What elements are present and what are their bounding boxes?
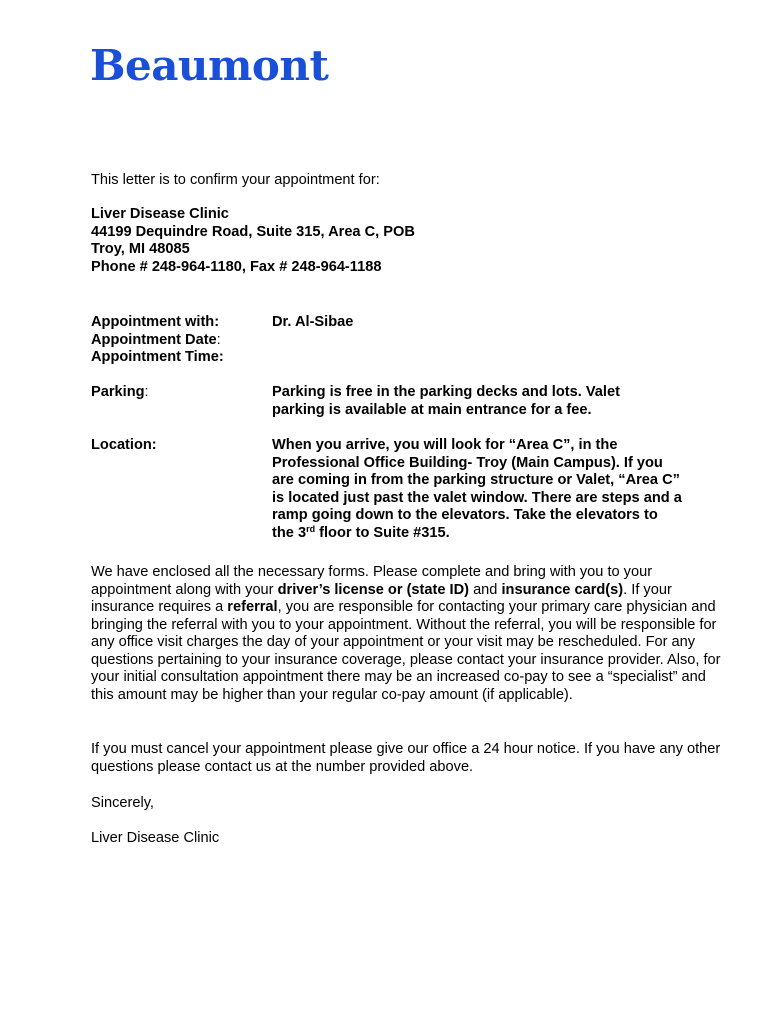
cancel-paragraph: If you must cancel your appointment please give our office a 24 hour notice. If you have any other questions please contact us at the number provided above.: [91, 741, 721, 775]
location-label: Location:: [91, 437, 157, 453]
drivers-license-emphasis: driver’s license or (state ID): [277, 581, 470, 598]
parking-label-wrap: [91, 384, 149, 402]
beaumont-logo: Beaumont: [90, 41, 329, 90]
appointment-with-label: Appointment with:: [91, 314, 220, 330]
forms-text-1: We have enclosed all the necessary forms. Please complete and bring with you to your appointment along with your: [91, 564, 653, 598]
appointment-with-value: Dr. Al-Sibae: [272, 314, 354, 330]
forms-text-2: and: [469, 581, 502, 598]
clinic-address-block: [91, 206, 415, 276]
closing: Sincerely,: [91, 795, 154, 811]
signature: Liver Disease Clinic: [91, 830, 220, 846]
location-text: When you arrive, you will look for “Area C”, in the Professional Office Building- Troy (Main Campus). If you are coming in from the parking structure or Valet, “Area C” is located just past the valet window. There are steps and a ramp going down to the elevators. Take the elevators to the 3: [272, 437, 682, 541]
parking-value: Parking is free in the parking decks and lots. Valet parking is available at main entrance for a fee.: [272, 384, 620, 418]
location-text-end: floor to Suite #315.: [315, 524, 450, 541]
clinic-phone-fax: Phone # 248-964-1180, Fax # 248-964-1188: [91, 258, 382, 275]
clinic-address: 44199 Dequindre Road, Suite 315, Area C, POB: [91, 223, 415, 240]
appointment-date-colon: :: [216, 331, 221, 348]
parking-colon: :: [144, 384, 149, 400]
parking-label: Parking: [91, 384, 145, 400]
appointment-date-label-wrap: [91, 332, 221, 350]
insurance-card-emphasis: insurance card(s): [501, 581, 624, 598]
location-value: [272, 437, 682, 542]
clinic-name: Liver Disease Clinic: [91, 206, 229, 222]
appointment-time-label: Appointment Time:: [91, 349, 224, 365]
forms-paragraph: [91, 564, 731, 704]
referral-emphasis: referral: [227, 599, 278, 615]
location-ordinal-suffix: rd: [306, 523, 316, 534]
appointment-date-label: Appointment Date: [91, 331, 217, 348]
clinic-city: Troy, MI 48085: [91, 241, 190, 257]
intro-text: This letter is to confirm your appointment for:: [91, 172, 380, 188]
forms-text-3: . If your insurance requires a: [91, 581, 672, 615]
forms-text-4: , you are responsible for contacting your primary care physician and bringing the referral with you to your appointment. Without the referral, you will be responsible for any office visit charges the day of your appointment or your visit may be rescheduled. For any questions pertaining to your insurance coverage, please contact your insurance provider. Also, for your initial consultation appointment there may be an increased co-pay to see a “specialist” and this amount may be higher than your regular co-pay amount (if applicable).: [91, 599, 721, 703]
